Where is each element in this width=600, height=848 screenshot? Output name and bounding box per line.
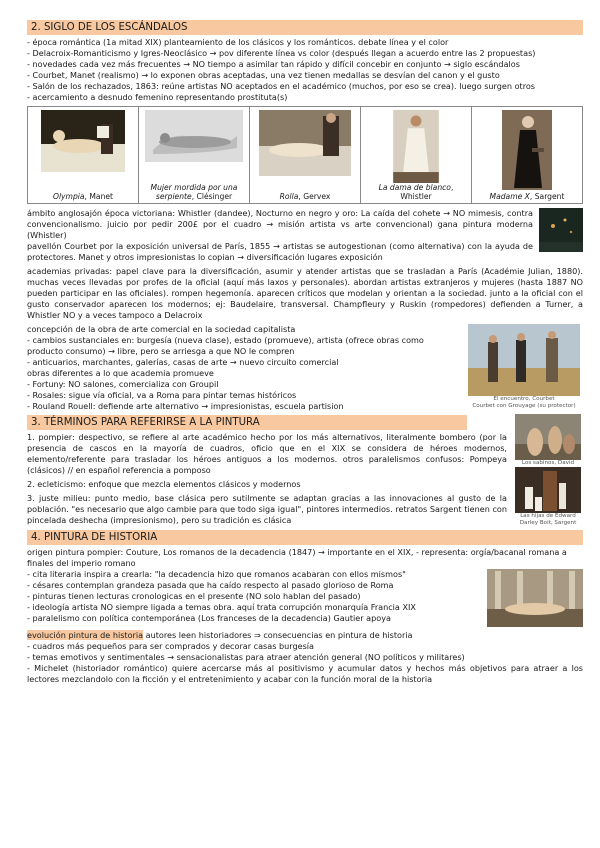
concepcion-line: - Fortuny: NO salones, comercializa con Groupil: [27, 379, 219, 389]
gallery-cell: [472, 107, 582, 203]
s2-line: - Salón de los rechazados, 1863: reúne artistas NO aceptados en el académico (muchos, por eso se crea). luego surgen otros: [27, 81, 536, 91]
olympia-painting-image: [41, 110, 125, 172]
romans-row: [27, 569, 583, 627]
evolucion-item: - temas emotivos y sentimentales → sensacionalistas para atraer atención general (NO políticos y militares): [27, 652, 465, 662]
sculpture-image: [145, 110, 243, 162]
s2-line: - Courbet, Manet (realismo) → lo exponen obras aceptadas, una vez tienen medallas se desvían del canon y el gusto: [27, 70, 500, 80]
gallery-cell: [250, 107, 361, 203]
section-3-heading: 3. TÉRMINOS PARA REFERIRSE A LA PINTURA: [27, 415, 467, 430]
madame-x-painting-image: [502, 110, 552, 190]
concepcion-line: concepción de la obra de arte comercial en la sociedad capitalista: [27, 324, 296, 334]
courbet-paragraph: pavellón Courbet por la exposición universal de París, 1855 → artistas se autogestionan (como alternativa) con la ayuda de protectores. Manet y otros impresionistas lo copian → diversificación lugares exposición: [27, 241, 533, 262]
gallery-cell: [361, 107, 472, 203]
gallery-caption: Olympia, Manet: [52, 192, 114, 201]
s4-line: - cita literaria inspira a crearla: "la decadencia hizo que romanos acabaran con ellos mismos": [27, 569, 406, 579]
romans-decadence-image: [487, 569, 583, 627]
whistler-row: [27, 208, 583, 263]
concepcion-line: obras diferentes a lo que academia promueve: [27, 368, 214, 378]
section-2-heading: 2. SIGLO DE LOS ESCÁNDALOS: [27, 20, 583, 35]
gallery-caption: Madame X, Sargent: [489, 192, 565, 201]
gallery-cell: [28, 107, 139, 203]
s4-line: - paralelismo con política contemporánea (Los franceses de la decadencia) Gautier apoya: [27, 613, 391, 623]
courbet-encounter-image: [468, 324, 580, 396]
painting-gallery: [27, 106, 583, 204]
boit-caption: Las hijas de Edward Darley Boit, Sargent: [519, 513, 577, 526]
gallery-caption: La dama de blanco, Whistler: [378, 183, 454, 201]
concepcion-row: [27, 324, 583, 412]
concepcion-line: - cambios sustanciales en: burgesía (nueva clase), estado (promueve), artista (ofrece obras como producto consumo) → libre, pero se arriesga a que NO le compren: [27, 335, 424, 356]
s2-line: - acercamiento a desnudo femenino representando prostituta(s): [27, 92, 288, 102]
concepcion-line: - anticuarios, marchantes, galerías, casas de arte → nuevo circuito comercial: [27, 357, 339, 367]
s2-line: - novedades cada vez más frecuentes → NO tiempo a asimilar tan rápido y difícil concebir en conjunto → siglo escándalos: [27, 59, 520, 69]
nocturne-painting-image: [539, 208, 583, 252]
terms-row: [27, 432, 583, 527]
term-pompier: 1. pompier: despectivo, se refiere al arte académico hecho por los más alternativos, literalmente bombero (por la presencia de cascos en la mayoría de cuadros, oficio que en el XIX se considera de héroes modernos, elemento/referente para trasladar los héroes antiguos a los modernos. otros paralelismos confusos: Pompeya (clásicos) // en español referencia a pomposo: [27, 432, 507, 475]
s4-origin: origen pintura pompier: Couture, Los romanos de la decadencia (1847) → importante en el XIX, - representa: orgía/bacanal romana a finales del imperio romano: [27, 547, 567, 568]
section-4-heading: 4. PINTURA DE HISTORIA: [27, 530, 583, 545]
concepcion-line: - Rosales: sigue vía oficial, va a Roma para pintar temas históricos: [27, 390, 297, 400]
concepcion-line: - Rouland Rouell: defiende arte alternativo → impresionistas, escuela partision: [27, 401, 344, 411]
gallery-caption: Rolla, Gervex: [279, 192, 331, 201]
rolla-painting-image: [259, 110, 351, 176]
courbet-caption: El encuentro, Courbet: [493, 396, 555, 402]
courbet-caption: Courbet con Grouyage (su protector): [472, 403, 576, 409]
white-lady-painting-image: [391, 110, 441, 183]
s4-line: - césares contemplan grandeza pasada que ha caído respecto al pasado glorioso de Roma: [27, 580, 394, 590]
s2-line: - época romántica (1a mitad XIX) planteamiento de los clásicos y los románticos. debate línea y el color: [27, 37, 449, 47]
gallery-cell: [139, 107, 250, 203]
term-ecleticismo: 2. ecleticismo: enfoque que mezcla elementos clásicos y modernos: [27, 479, 301, 489]
evolucion-highlight: evolución pintura de historia: [27, 630, 144, 640]
evolucion-item: - cuadros más pequeños para ser comprados y decorar casas burgesía: [27, 641, 315, 651]
sabines-painting-image: [515, 414, 581, 460]
s4-line: - pinturas tienen lecturas cronologicas en el presente (NO solo hablan del pasado): [27, 591, 361, 601]
academias-paragraph: academias privadas: papel clave para la diversificación, asumir y atender artistas que se trasladan a París (Académie Julian, 1880). muchas veces llevadas por profes de la oficial (aquí más laxos y personales). abordan artistas extranjeros y mujeres (hasta 1887 NO pueden participar en las oficiales). rompen hegemonía. aparecen críticos que modelan y orientan a la sociedad. junto a la oficial con el gusto conservador aparecen los modernos; ej: Baudelaire, transversal. Champfleury y Ruskin (rompedores) defienden a Turner, a Whistler NO y a veces tampoco a Delacroix: [27, 266, 583, 320]
evolucion-item: - Michelet (historiador romántico) quiere acercarse más al positivismo y acumular datos y hechos más objetivos para atraer a los lectores mezclandolo con la ficción y el entretenimiento y acabar con la función moral de la historia: [27, 663, 583, 684]
page: [27, 20, 583, 685]
s4-line: - ideología artista NO siempre ligada a temas obra. aquí trata corrupción monarquía Francia XIX: [27, 602, 416, 612]
gallery-caption: Mujer mordida por una serpiente, Clésinger: [150, 183, 238, 201]
term-juste-milieu: 3. juste milieu: punto medio, base clásica pero sutilmente se adaptan gracias a las innovaciones al gusto de la población. "es necesario que algo cambie para que todo siga igual", pintores intermedios. retratos Sargent tienen con pincelada deshecha (impresionismo), pero su tradición es clásica: [27, 493, 507, 525]
whistler-paragraph: ámbito anglosajón época victoriana: Whistler (dandee), Nocturno en negro y oro: La caída del cohete → NO mimesis, contra convencionalismo. juicio por pedir 200£ por el cuadro → misión artista vs arte convencional) gana pintura moderna (Whistler): [27, 208, 533, 240]
sabines-caption: Los sabinos, David: [521, 460, 575, 466]
boit-daughters-image: [515, 467, 581, 513]
s2-line: - Delacroix-Romanticismo y Igres-Neoclásico → pov diferente línea vs color (después llegan a acuerdo entre las 2 propuestas): [27, 48, 536, 58]
evolucion-line: evolución pintura de historia autores leen historiadores ⇒ consecuencias en pintura de historia: [27, 630, 413, 640]
